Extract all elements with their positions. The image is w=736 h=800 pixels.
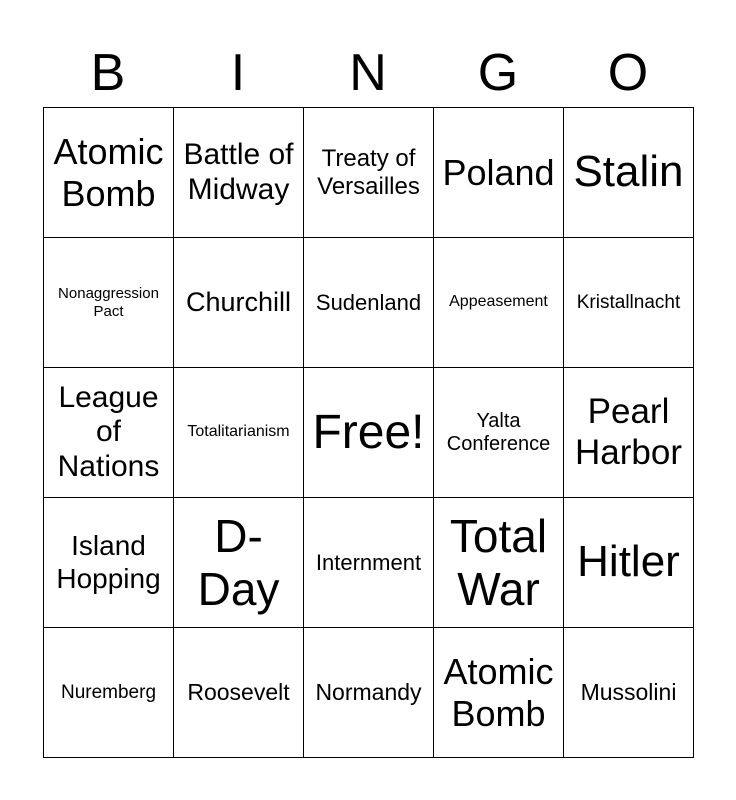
bingo-cell: Internment — [304, 498, 434, 628]
bingo-cell: Mussolini — [564, 628, 694, 758]
header-letter-n: N — [349, 44, 387, 102]
bingo-cell: Kristallnacht — [564, 238, 694, 368]
board-row-1 — [44, 108, 694, 238]
bingo-cell: Roosevelt — [174, 628, 304, 758]
bingo-board — [43, 107, 694, 758]
board-row-3 — [44, 368, 694, 498]
bingo-cell: Battle of Midway — [174, 108, 304, 238]
bingo-cell: Island Hopping — [44, 498, 174, 628]
free-space-cell: Free! — [304, 368, 434, 498]
board-row-4 — [44, 498, 694, 628]
bingo-cell: Yalta Conference — [434, 368, 564, 498]
bingo-header — [43, 38, 693, 108]
header-letter-i: I — [230, 44, 246, 102]
bingo-cell: Normandy — [304, 628, 434, 758]
board-row-2 — [44, 238, 694, 368]
bingo-cell: Pearl Harbor — [564, 368, 694, 498]
bingo-cell: Nuremberg — [44, 628, 174, 758]
bingo-cell: Nonaggression Pact — [44, 238, 174, 368]
board-row-5 — [44, 628, 694, 758]
bingo-cell: Stalin — [564, 108, 694, 238]
bingo-cell: Hitler — [564, 498, 694, 628]
bingo-cell: Atomic Bomb — [434, 628, 564, 758]
bingo-cell: Atomic Bomb — [44, 108, 174, 238]
header-letter-g: G — [477, 44, 519, 102]
bingo-cell: Totalitarianism — [174, 368, 304, 498]
bingo-cell: Churchill — [174, 238, 304, 368]
bingo-cell: Sudenland — [304, 238, 434, 368]
header-letter-b: B — [90, 44, 126, 102]
bingo-cell: League of Nations — [44, 368, 174, 498]
bingo-cell: Total War — [434, 498, 564, 628]
bingo-cell: Treaty of Versailles — [304, 108, 434, 238]
bingo-cell: Appeasement — [434, 238, 564, 368]
bingo-cell: Poland — [434, 108, 564, 238]
bingo-cell: D-Day — [174, 498, 304, 628]
header-letter-o: O — [607, 44, 649, 102]
